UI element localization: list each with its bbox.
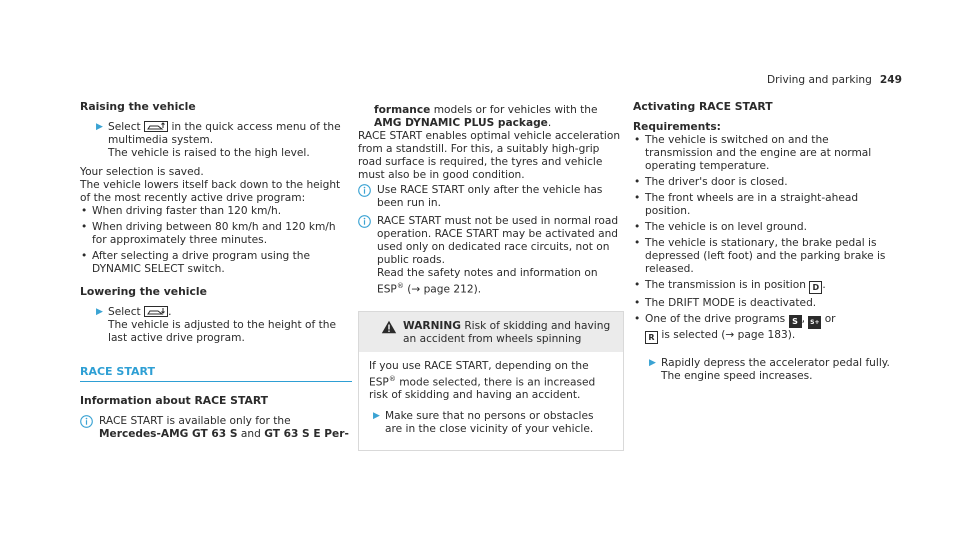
step-pre: Select <box>108 306 141 318</box>
activating-step-result: The engine speed increases. <box>661 370 813 382</box>
race-start-note <box>80 415 352 441</box>
list-item <box>633 279 891 294</box>
vehicle-lower-icon <box>144 306 168 317</box>
raising-step <box>96 121 352 160</box>
running-head <box>767 74 902 87</box>
model-name: GT 63 S E Per- <box>264 428 349 440</box>
column-1 <box>80 100 352 446</box>
list-item: • The vehicle is stationary, the brake pedal is depressed (left foot) and the parking brake is released. <box>633 237 891 276</box>
drive-program-s-icon: S <box>789 315 802 328</box>
warning-text: If you use RACE START, depending on the ESP <box>369 359 589 389</box>
list-item: • The vehicle is on level ground. <box>633 221 891 234</box>
requirements-heading: Requirements: <box>633 121 721 133</box>
raising-heading: Raising the vehicle <box>80 100 196 113</box>
vehicle-raise-icon <box>144 121 168 132</box>
warning-body-text <box>369 360 613 403</box>
model-name: formance <box>374 104 431 116</box>
drive-program-race-icon: R <box>645 331 658 344</box>
list-item: • The front wheels are in a straight-ahead position. <box>633 192 891 218</box>
page-reference[interactable]: (→ page 212). <box>407 283 482 296</box>
requirements-list <box>633 134 891 344</box>
race-start-info-heading: Information about RACE START <box>80 394 269 407</box>
raising-bullets <box>80 205 352 276</box>
step-post: in the quick access menu of the multimedia system. <box>108 121 341 146</box>
warning-step-text: Make sure that no persons or obstacles are in the close vicinity of your vehicle. <box>385 410 594 436</box>
run-in-note <box>358 184 624 210</box>
step-arrow-icon: ▶ <box>96 307 103 317</box>
warning-label: WARNING <box>403 319 461 332</box>
model-name: Mercedes-AMG GT 63 S <box>99 428 238 440</box>
conjunction: and <box>240 428 261 440</box>
info-icon <box>358 215 371 228</box>
info-icon <box>80 415 93 428</box>
registered-mark: ® <box>388 374 396 383</box>
activating-step <box>649 357 891 383</box>
punctuation: . <box>547 117 552 129</box>
warning-header <box>359 312 623 352</box>
continued-note <box>374 104 624 130</box>
item-text: is selected (→ page 183). <box>661 329 796 341</box>
column-3 <box>633 100 891 389</box>
road-use-note-text <box>377 215 624 297</box>
step-arrow-icon: ▶ <box>649 358 656 368</box>
registered-mark: ® <box>396 282 404 290</box>
note-text: models or for vehicles with the <box>433 104 598 116</box>
raising-p2: The vehicle lowers itself back down to the height of the most recently active drive program: <box>80 179 341 204</box>
race-start-section-title: RACE START <box>80 365 352 382</box>
lowering-step-result: The vehicle is adjusted to the height of the last active drive program. <box>108 319 337 344</box>
list-item: • When driving faster than 120 km/h. <box>80 205 352 218</box>
section-name: Driving and parking <box>767 74 872 86</box>
warning-triangle-icon <box>381 320 397 334</box>
drive-program-s-plus-icon: S+ <box>808 316 821 329</box>
race-start-note-text <box>99 415 349 441</box>
lowering-step-text <box>108 306 352 319</box>
step-arrow-icon: ▶ <box>373 411 380 422</box>
warning-text: Risk of skidding and having an accident from wheels spinning <box>403 319 611 345</box>
run-in-note-text: Use RACE START only after the vehicle has been run in. <box>377 184 603 209</box>
list-item: • After selecting a drive program using the DYNAMIC SELECT switch. <box>80 250 352 276</box>
list-item: • When driving between 80 km/h and 120 km/h for approximately three minutes. <box>80 221 352 247</box>
warning-text: mode selected, there is an increased risk of skidding and having an accident. <box>369 376 596 402</box>
warning-body <box>359 352 623 451</box>
raising-step-text <box>108 121 352 147</box>
warning-box <box>358 311 624 452</box>
list-item <box>633 313 891 344</box>
raising-p1: Your selection is saved. <box>80 166 204 178</box>
conjunction: or <box>824 313 836 325</box>
raising-step-result: The vehicle is raised to the high level. <box>108 147 310 159</box>
step-arrow-icon: ▶ <box>96 122 103 132</box>
race-start-description: RACE START enables optimal vehicle acceleration from a standstill. For this, a suitably high-grip road surface is required, the tyres and vehicle must also be in good condition. <box>358 130 621 181</box>
punctuation: , <box>801 313 805 325</box>
step-post: . <box>168 306 172 318</box>
item-text: One of the drive programs <box>645 313 786 325</box>
list-item: • The DRIFT MODE is deactivated. <box>633 297 891 310</box>
lowering-heading: Lowering the vehicle <box>80 285 207 298</box>
warning-headline <box>403 320 615 346</box>
note-text: RACE START must not be used in normal road operation. RACE START may be activated and used only on dedicated race circuits, not on public roads. <box>377 215 619 266</box>
step-pre: Select <box>108 121 141 133</box>
lowering-step <box>96 306 352 345</box>
package-name: AMG DYNAMIC PLUS package <box>374 117 548 129</box>
list-item: • The vehicle is switched on and the transmission and the engine are at normal operating temperature. <box>633 134 891 173</box>
punctuation: . <box>822 279 826 291</box>
note-text: Read the safety notes and information on ESP <box>377 267 598 296</box>
note-text: RACE START is available only for the <box>99 415 291 427</box>
info-icon <box>358 184 371 197</box>
page-number: 249 <box>879 74 902 86</box>
activating-heading: Activating RACE START <box>633 100 773 113</box>
warning-step <box>373 410 613 436</box>
item-text: The transmission is in position <box>645 279 806 291</box>
road-use-note <box>358 215 624 297</box>
transmission-d-icon: D <box>809 281 822 294</box>
column-2 <box>358 100 624 451</box>
list-item: • The driver's door is closed. <box>633 176 891 189</box>
activating-step-text: Rapidly depress the accelerator pedal fully. <box>661 357 890 369</box>
